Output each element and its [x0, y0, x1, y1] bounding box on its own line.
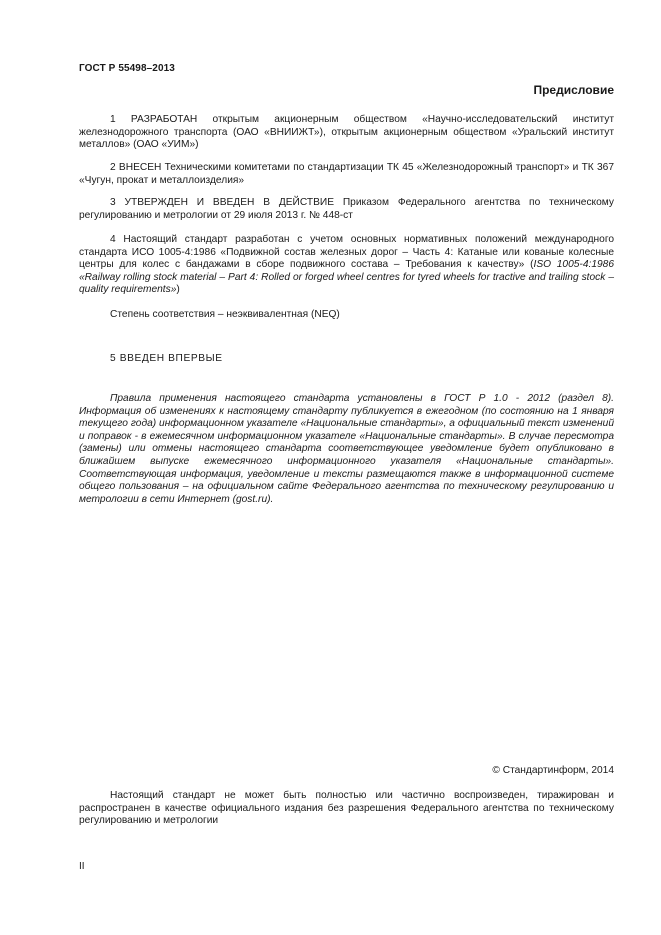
iso-basis-end: )	[176, 284, 180, 296]
paragraph-conformity-text: Степень соответствия – неэквивалентная (NEQ)	[110, 309, 340, 320]
page-title	[79, 83, 614, 97]
iso-basis-italic: ISO 1005-4:1986 «Railway rolling stock material – Part 4: Rolled or forged wheel centres for tyred wheels for tractive and trailing stock – quality requirements»	[79, 259, 614, 296]
paragraph-submitted	[79, 162, 614, 187]
paragraph-submitted-text: 2 ВНЕСЕН Техническими комитетами по стандартизации ТК 45 «Железнодорожный транспорт» и ТК 367 «Чугун, прокат и металлоизделия»	[79, 162, 614, 186]
paragraph-approved-text: 3 УТВЕРЖДЕН И ВВЕДЕН В ДЕЙСТВИЕ Приказом Федерального агентства по техническому регулированию и метрологии от 29 июля 2013 г. № 448-ст	[79, 197, 614, 221]
paragraph-iso-basis	[79, 234, 614, 297]
paragraph-approved	[79, 197, 614, 222]
reproduction-statement	[79, 790, 614, 828]
application-rules-text: Правила применения настоящего стандарта установлены в ГОСТ Р 1.0 - 2012 (раздел 8). Информация об изменениях к настоящему стандарту публикуется в ежегодном (по состоянию на 1 января текущего года) информационном указателе «Национальные стандарты», а официальный текст изменений и поправок - в ежемесячном информационном указателе «Национальные стандарты». В случае пересмотра (замены) или отмены настоящего стандарта соответствующее уведомление будет опубликовано в ближайшем выпуске ежемесячного информационного указателя «Национальные стандарты». Соответствующая информация, уведомление и тексты размещаются также в информационной системе общего пользования – на официальном сайте Федерального агентства по техническому регулированию и метрологии в сети Интернет (gost.ru).	[79, 393, 614, 505]
paragraph-first-introduced	[79, 353, 614, 366]
iso-basis-main: 4 Настоящий стандарт разработан с учетом основных нормативных положений международного стандарта ИСО 1005-4:1986 «Подвижной состав железных дорог – Часть 4: Катаные или кованые колесные центры для колес с бандажами в сборе подвижного состава – Требования к качеству» (	[79, 234, 614, 271]
paragraph-iso-basis-text	[79, 234, 614, 297]
paragraph-conformity	[79, 309, 614, 322]
copyright-line: © Стандартинформ, 2014	[492, 765, 614, 776]
foreword-title: Предисловие	[533, 83, 614, 97]
standard-code: ГОСТ Р 55498–2013	[79, 63, 175, 74]
paragraph-developed	[79, 114, 614, 152]
paragraph-developed-text: 1 РАЗРАБОТАН открытым акционерным обществом «Научно-исследовательский институт железнодорожного транспорта (ОАО «ВНИИЖТ»), открытым акционерным обществом «Уральский институт металлов» (ОАО «УИМ»)	[79, 114, 614, 151]
reproduction-statement-text: Настоящий стандарт не может быть полностью или частично воспроизведен, тиражирован и распространен в качестве официального издания без разрешения Федерального агентства по техническому регулированию и метрологии	[79, 790, 614, 827]
paragraph-first-introduced-text: 5 ВВЕДЕН ВПЕРВЫЕ	[110, 353, 223, 364]
page-number: II	[79, 861, 85, 872]
application-rules-notice	[79, 393, 614, 506]
